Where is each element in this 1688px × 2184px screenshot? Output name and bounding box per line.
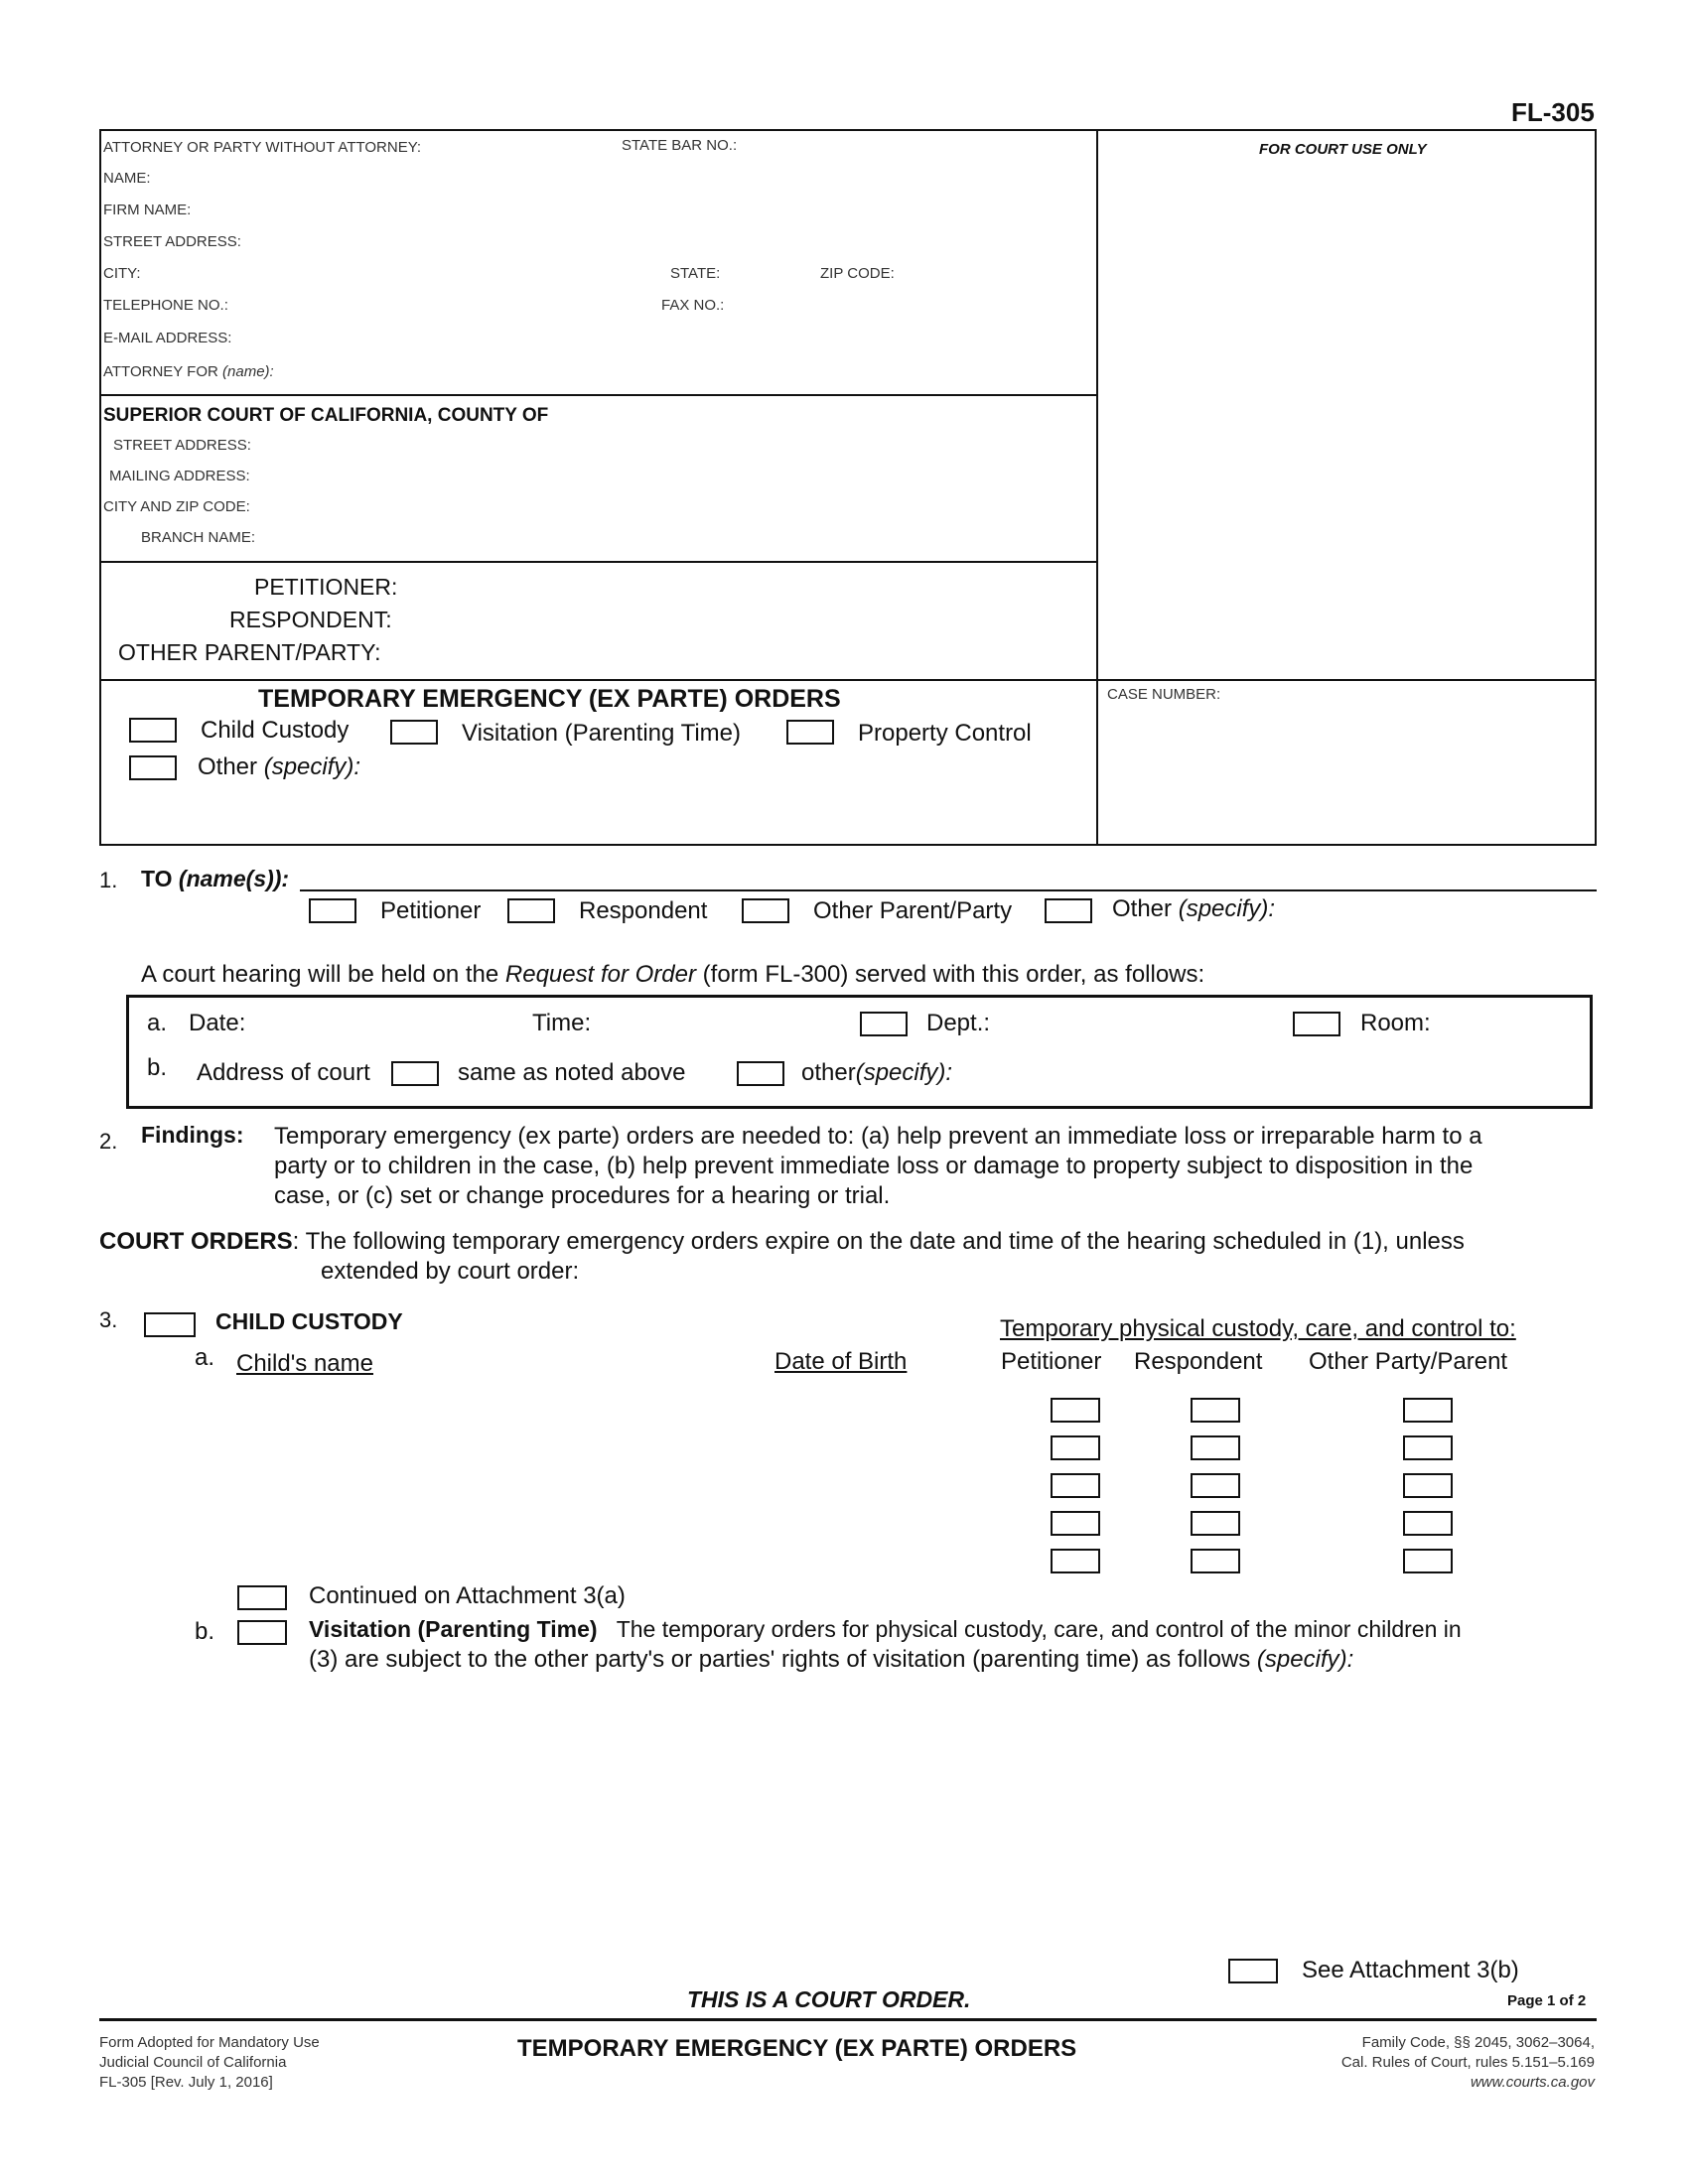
custody-other-checkbox[interactable] (1403, 1549, 1453, 1573)
court-branch-label: BRANCH NAME: (141, 529, 256, 546)
to-text: TO (141, 866, 173, 891)
legal-citation-line-1: Family Code, §§ 2045, 3062–3064, (1361, 2034, 1595, 2051)
address-of-court-label: Address of court (197, 1059, 370, 1086)
header-top-border (99, 129, 1597, 131)
room-checkbox[interactable] (1293, 1012, 1340, 1036)
child-custody-order-checkbox[interactable] (144, 1312, 196, 1337)
visitation-order-line-1 (309, 1616, 1462, 1643)
hearing-room-label: Room: (1360, 1010, 1431, 1036)
property-control-checkbox[interactable] (786, 720, 834, 745)
court-title: SUPERIOR COURT OF CALIFORNIA, COUNTY OF (103, 405, 549, 426)
to-other-parent-label: Other Parent/Party (813, 897, 1013, 924)
custody-respondent-checkbox[interactable] (1191, 1435, 1240, 1460)
firm-name-label: FIRM NAME: (103, 202, 192, 218)
findings-line-3: case, or (c) set or change procedures for a hearing or trial. (274, 1182, 891, 1209)
visitation-label: Visitation (Parenting Time) (462, 720, 742, 747)
item-3b-marker: b. (195, 1618, 215, 1645)
form-adopted-block (99, 2033, 320, 2093)
findings-label: Findings: (141, 1122, 244, 1148)
city-label: CITY: (103, 265, 141, 282)
respondent-label: RESPONDENT: (229, 607, 392, 632)
item-1-to-label (141, 866, 289, 892)
footer-rule (99, 2018, 1597, 2021)
attorney-or-party-label: ATTORNEY OR PARTY WITHOUT ATTORNEY: (103, 139, 422, 156)
petitioner-label: PETITIONER: (254, 574, 398, 600)
col-other-header: Other Party/Parent (1309, 1348, 1508, 1375)
hearing-dept-label: Dept.: (926, 1010, 991, 1036)
hearing-form-name: Request for Order (504, 961, 696, 988)
property-control-label: Property Control (858, 720, 1032, 747)
court-orders-label: COURT ORDERS (99, 1228, 293, 1255)
continued-attachment-checkbox[interactable] (237, 1585, 287, 1610)
address-other-specify: (specify): (855, 1059, 953, 1086)
attorney-for-label (103, 363, 274, 380)
header-bottom-border (99, 844, 1597, 846)
custody-other-checkbox[interactable] (1403, 1435, 1453, 1460)
to-other-parent-checkbox[interactable] (742, 898, 789, 923)
item-1-number: 1. (99, 868, 118, 892)
court-box-top (99, 394, 1098, 396)
to-other-text: Other (1112, 895, 1173, 922)
fax-label: FAX NO.: (661, 297, 725, 314)
street-address-label: STREET ADDRESS: (103, 233, 241, 250)
see-attachment-3b-checkbox[interactable] (1228, 1959, 1278, 1983)
custody-petitioner-checkbox[interactable] (1051, 1473, 1100, 1498)
custody-respondent-checkbox[interactable] (1191, 1398, 1240, 1423)
dept-checkbox[interactable] (860, 1012, 908, 1036)
telephone-label: TELEPHONE NO.: (103, 297, 228, 314)
custody-other-checkbox[interactable] (1403, 1511, 1453, 1536)
see-attachment-3b-label: See Attachment 3(b) (1302, 1957, 1519, 1983)
footer-title: TEMPORARY EMERGENCY (EX PARTE) ORDERS (517, 2035, 1077, 2062)
to-names-line (300, 889, 1597, 891)
form-number: FL-305 (1511, 97, 1595, 127)
title-box-top (99, 679, 1597, 681)
findings-line-1: Temporary emergency (ex parte) orders are needed to: (a) help prevent an immediate loss or irreparable harm to a (274, 1123, 1482, 1150)
state-label: STATE: (670, 265, 721, 282)
visitation-order-text-2: (3) are subject to the other party's or parties' rights of visitation (parenting time) as follows (309, 1646, 1251, 1673)
courts-website-link[interactable]: www.courts.ca.gov (1470, 2074, 1595, 2091)
visitation-checkbox[interactable] (390, 720, 438, 745)
form-adopted-line-2: Judicial Council of California (99, 2054, 287, 2071)
parties-box-top (99, 561, 1098, 563)
custody-respondent-checkbox[interactable] (1191, 1511, 1240, 1536)
to-respondent-checkbox[interactable] (507, 898, 555, 923)
attorney-for-text: ATTORNEY FOR (103, 363, 218, 380)
hearing-date-label: Date: (189, 1010, 246, 1036)
custody-petitioner-checkbox[interactable] (1051, 1398, 1100, 1423)
visitation-order-text-1: The temporary orders for physical custody, care, and control of the minor children in (616, 1616, 1462, 1642)
custody-petitioner-checkbox[interactable] (1051, 1435, 1100, 1460)
custody-respondent-checkbox[interactable] (1191, 1473, 1240, 1498)
hearing-pre: A court hearing will be held on the (141, 961, 499, 988)
zip-label: ZIP CODE: (820, 265, 895, 282)
form-adopted-line-1: Form Adopted for Mandatory Use (99, 2034, 320, 2051)
court-use-label: FOR COURT USE ONLY (1259, 141, 1427, 158)
other-order-specify: (specify): (263, 753, 361, 780)
header-right-border (1595, 129, 1597, 846)
hearing-statement (141, 961, 1204, 989)
header-divider (1096, 129, 1098, 846)
attorney-for-name-text: (name): (222, 363, 274, 380)
court-order-notice: THIS IS A COURT ORDER. (687, 1986, 971, 2012)
visitation-order-title: Visitation (Parenting Time) (309, 1616, 598, 1642)
hearing-time-label: Time: (532, 1010, 592, 1036)
childs-name-header: Child's name (236, 1350, 373, 1377)
hearing-b-marker: b. (147, 1054, 168, 1081)
form-title: TEMPORARY EMERGENCY (EX PARTE) ORDERS (258, 685, 841, 713)
item-2-number: 2. (99, 1129, 118, 1154)
legal-citation-block (1341, 2033, 1595, 2093)
address-other-checkbox[interactable] (737, 1061, 784, 1086)
other-order-checkbox[interactable] (129, 755, 177, 780)
other-order-label (198, 753, 360, 781)
same-as-above-label: same as noted above (458, 1059, 686, 1086)
court-mailing-label: MAILING ADDRESS: (109, 468, 250, 484)
visitation-order-checkbox[interactable] (237, 1620, 287, 1645)
state-bar-label: STATE BAR NO.: (622, 137, 738, 154)
other-order-text: Other (198, 753, 258, 780)
hearing-a-marker: a. (147, 1010, 168, 1036)
to-petitioner-checkbox[interactable] (309, 898, 356, 923)
dob-header: Date of Birth (774, 1348, 908, 1375)
to-other-checkbox[interactable] (1045, 898, 1092, 923)
court-orders-text: : The following temporary emergency orders expire on the date and time of the hearing scheduled in (1), unless (292, 1228, 1465, 1255)
page-number: Page 1 of 2 (1507, 1992, 1587, 2009)
continued-attachment-label: Continued on Attachment 3(a) (309, 1582, 626, 1609)
address-other-label (801, 1059, 952, 1087)
court-orders-line-2: extended by court order: (321, 1258, 580, 1285)
hearing-post: (form FL-300) served with this order, as follows: (702, 961, 1205, 988)
to-other-label (1112, 895, 1275, 923)
col-respondent-header: Respondent (1134, 1348, 1263, 1375)
court-orders-line-1 (99, 1228, 1465, 1256)
court-street-label: STREET ADDRESS: (113, 437, 251, 454)
to-other-specify: (specify): (1178, 895, 1276, 922)
temp-custody-heading: Temporary physical custody, care, and control to: (1000, 1315, 1516, 1342)
court-city-zip-label: CITY AND ZIP CODE: (103, 498, 250, 515)
custody-petitioner-checkbox[interactable] (1051, 1549, 1100, 1573)
case-number-label: CASE NUMBER: (1107, 686, 1221, 703)
child-custody-order-title: CHILD CUSTODY (215, 1308, 403, 1334)
custody-other-checkbox[interactable] (1403, 1473, 1453, 1498)
custody-respondent-checkbox[interactable] (1191, 1549, 1240, 1573)
child-custody-label: Child Custody (201, 717, 350, 744)
item-3-number: 3. (99, 1307, 118, 1332)
to-names-text: (name(s)): (178, 866, 290, 891)
form-adopted-line-3: FL-305 [Rev. July 1, 2016] (99, 2074, 273, 2091)
legal-citation-line-2: Cal. Rules of Court, rules 5.151–5.169 (1340, 2054, 1595, 2071)
email-label: E-MAIL ADDRESS: (103, 330, 232, 346)
visitation-order-line-2 (309, 1646, 1353, 1674)
findings-line-2: party or to children in the case, (b) help prevent immediate loss or damage to property subject to disposition in the (274, 1153, 1474, 1179)
name-label: NAME: (103, 170, 151, 187)
same-as-above-checkbox[interactable] (391, 1061, 439, 1086)
child-custody-checkbox[interactable] (129, 718, 177, 743)
item-3a-marker: a. (195, 1344, 215, 1371)
custody-petitioner-checkbox[interactable] (1051, 1511, 1100, 1536)
other-parent-label: OTHER PARENT/PARTY: (118, 639, 381, 665)
custody-other-checkbox[interactable] (1403, 1398, 1453, 1423)
address-other-text: other (801, 1059, 856, 1086)
to-respondent-label: Respondent (579, 897, 708, 924)
header-left-border (99, 129, 101, 846)
visitation-order-specify: (specify): (1256, 1646, 1354, 1673)
col-petitioner-header: Petitioner (1001, 1348, 1102, 1375)
to-petitioner-label: Petitioner (380, 897, 482, 924)
